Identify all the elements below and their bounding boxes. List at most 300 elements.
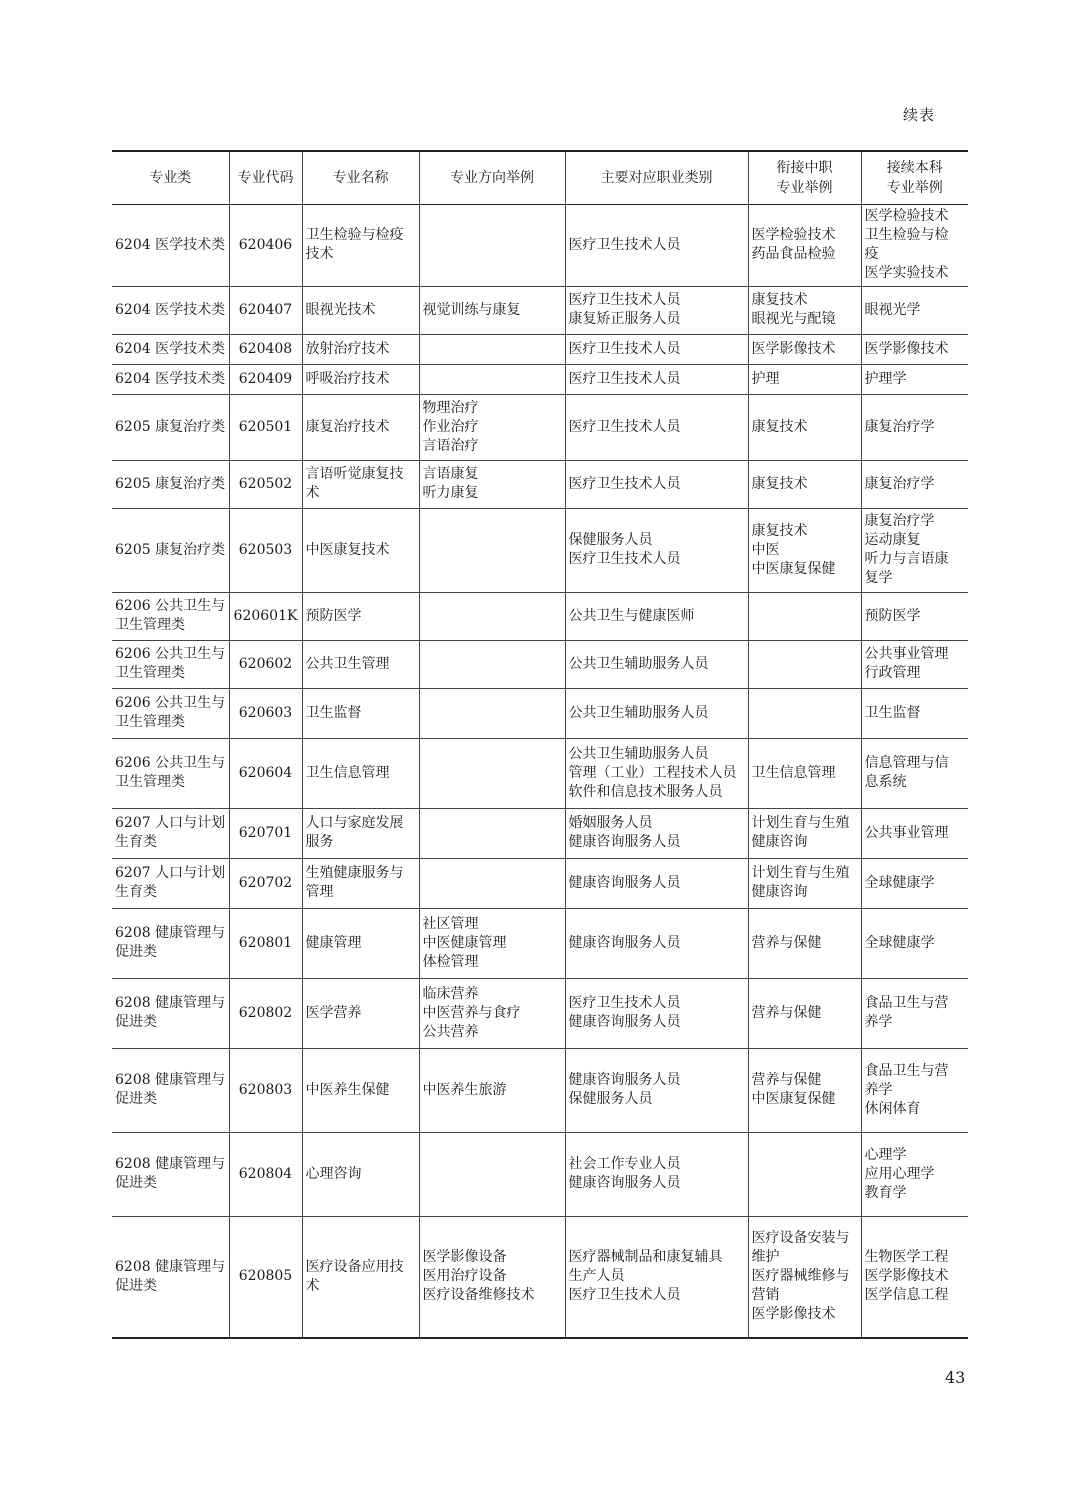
cell-line: 卫生信息管理	[751, 764, 836, 781]
header-line: 专业名称	[332, 169, 389, 186]
cell-line: 医疗卫生技术人员	[568, 370, 681, 387]
cell-line: 康复矫正服务人员	[568, 311, 681, 327]
continued-label: 续表	[903, 106, 936, 124]
cell-line: 卫生监督	[864, 704, 921, 721]
cell-line: 中医康复保健	[751, 560, 836, 577]
cell-line: 促进类	[115, 1175, 157, 1191]
table-row	[112, 364, 968, 394]
name-cell	[302, 592, 419, 640]
secondary-cell	[748, 808, 861, 858]
cell-line: 医学影像设备	[422, 1249, 507, 1266]
undergrad-cell	[861, 1132, 968, 1216]
cell-line: 6208 健康管理与	[115, 1156, 226, 1172]
secondary-cell	[748, 1048, 861, 1132]
occupations-cell	[565, 858, 748, 908]
cell-line: 息系统	[864, 774, 907, 790]
cell-line: 医学营养	[305, 1004, 362, 1021]
category-cell	[112, 908, 229, 978]
code-cell: 620803	[229, 1048, 302, 1132]
table-row	[112, 394, 968, 460]
cell-line: 卫生管理类	[115, 665, 185, 681]
undergrad-cell	[861, 640, 968, 688]
cell-line: 6208 健康管理与	[115, 925, 226, 941]
code-cell: 620503	[229, 508, 302, 592]
cell-line: 6204 医学技术类	[115, 340, 226, 357]
cell-line: 眼视光学	[864, 301, 921, 318]
secondary-cell	[748, 592, 861, 640]
cell-line: 临床营养	[422, 985, 479, 1002]
cell-line: 计划生育与生殖	[751, 865, 850, 881]
cell-line: 运动康复	[864, 532, 921, 548]
directions-cell	[419, 978, 565, 1048]
occupations-cell	[565, 738, 748, 808]
cell-line: 公共卫生辅助服务人员	[568, 704, 709, 721]
cell-line: 康复技术	[751, 292, 808, 308]
undergrad-cell	[861, 592, 968, 640]
cell-line: 6207 人口与计划	[115, 865, 226, 881]
secondary-cell	[748, 204, 861, 286]
cell-line: 中医健康管理	[422, 934, 507, 951]
cell-line: 营养与保健	[751, 1004, 822, 1021]
category-cell	[112, 978, 229, 1048]
table-row	[112, 738, 968, 808]
cell-line: 养学	[864, 1014, 893, 1030]
cell-line: 医学实验技术	[864, 265, 949, 281]
category-cell	[112, 334, 229, 364]
table-row	[112, 592, 968, 640]
cell-line: 促进类	[115, 1091, 157, 1107]
secondary-cell	[748, 858, 861, 908]
directions-cell	[419, 738, 565, 808]
occupations-cell	[565, 640, 748, 688]
cell-line: 医学信息工程	[864, 1287, 949, 1304]
directions-cell	[419, 640, 565, 688]
cell-line: 中医养生旅游	[422, 1081, 507, 1098]
undergrad-cell	[861, 394, 968, 460]
secondary-cell	[748, 688, 861, 738]
cell-line: 管理（工业）工程技术人员	[568, 764, 737, 781]
header-code	[229, 151, 302, 204]
cell-line: 心理咨询	[305, 1165, 362, 1182]
cell-line: 6206 公共卫生与	[115, 695, 226, 711]
cell-line: 卫生管理类	[115, 714, 185, 730]
occupations-cell	[565, 978, 748, 1048]
table-row	[112, 908, 968, 978]
undergrad-cell	[861, 908, 968, 978]
code-cell: 620409	[229, 364, 302, 394]
cell-line: 医疗卫生技术人员	[568, 551, 681, 567]
cell-line: 6205 康复治疗类	[115, 418, 226, 435]
cell-line: 6206 公共卫生与	[115, 598, 226, 614]
category-cell	[112, 738, 229, 808]
cell-line: 中医养生保健	[305, 1081, 390, 1098]
cell-line: 6204 医学技术类	[115, 370, 226, 387]
cell-line: 卫生信息管理	[305, 764, 390, 781]
header-line: 接续本科	[886, 159, 943, 176]
cell-line: 医学影像技术	[864, 1268, 949, 1285]
table-row	[112, 204, 968, 286]
secondary-cell	[748, 738, 861, 808]
occupations-cell	[565, 688, 748, 738]
cell-line: 医学影像技术	[751, 1306, 836, 1323]
cell-line: 言语康复	[422, 466, 479, 482]
cell-line: 医疗卫生技术人员	[568, 475, 681, 492]
directions-cell	[419, 204, 565, 286]
cell-line: 婚姻服务人员	[568, 815, 653, 831]
cell-line: 社会工作专业人员	[568, 1156, 681, 1172]
code-cell: 620408	[229, 334, 302, 364]
cell-line: 医疗器械维修与	[751, 1268, 850, 1285]
category-cell	[112, 592, 229, 640]
occupations-cell	[565, 364, 748, 394]
cell-line: 医学影像技术	[751, 340, 836, 357]
secondary-cell	[748, 640, 861, 688]
page-number: 43	[945, 1368, 966, 1387]
cell-line: 营养与保健	[751, 934, 822, 951]
cell-line: 健康咨询	[751, 884, 808, 900]
cell-line: 卫生检验与检疫	[305, 227, 404, 243]
table-row	[112, 1216, 968, 1338]
cell-line: 复学	[864, 570, 893, 586]
cell-line: 6207 人口与计划	[115, 815, 226, 831]
header-line: 衔接中职	[776, 159, 833, 176]
cell-line: 眼视光技术	[305, 301, 376, 318]
name-cell	[302, 334, 419, 364]
cell-line: 医疗卫生技术人员	[568, 995, 681, 1011]
header-occupations	[565, 151, 748, 204]
cell-line: 营销	[751, 1287, 780, 1304]
cell-line: 6204 医学技术类	[115, 301, 226, 318]
name-cell	[302, 640, 419, 688]
cell-line: 呼吸治疗技术	[305, 370, 390, 387]
cell-line: 言语治疗	[422, 437, 479, 454]
cell-line: 物理治疗	[422, 399, 479, 416]
cell-line: 服务	[305, 834, 334, 850]
cell-line: 应用心理学	[864, 1165, 935, 1182]
cell-line: 健康咨询服务人员	[568, 874, 681, 891]
table-header-row	[112, 151, 968, 204]
cell-line: 医疗设备安装与	[751, 1230, 850, 1247]
cell-line: 健康咨询服务人员	[568, 1175, 681, 1191]
undergrad-cell	[861, 1048, 968, 1132]
cell-line: 6205 康复治疗类	[115, 475, 226, 492]
name-cell	[302, 508, 419, 592]
table-row	[112, 508, 968, 592]
cell-line: 公共卫生与健康医师	[568, 607, 695, 624]
table-row	[112, 334, 968, 364]
cell-line: 康复治疗学	[864, 475, 935, 492]
category-cell	[112, 640, 229, 688]
secondary-cell	[748, 286, 861, 334]
undergrad-cell	[861, 1216, 968, 1338]
name-cell	[302, 1216, 419, 1338]
category-cell	[112, 204, 229, 286]
directions-cell	[419, 1216, 565, 1338]
name-cell	[302, 688, 419, 738]
category-cell	[112, 1048, 229, 1132]
cell-line: 医疗卫生技术人员	[568, 236, 681, 253]
category-cell	[112, 460, 229, 508]
cell-line: 生育类	[115, 884, 157, 900]
cell-line: 技术	[305, 246, 334, 262]
occupations-cell	[565, 394, 748, 460]
code-cell: 620601K	[229, 592, 302, 640]
cell-line: 卫生管理类	[115, 774, 185, 790]
header-undergrad	[861, 151, 968, 204]
directions-cell	[419, 286, 565, 334]
cell-line: 健康咨询服务人员	[568, 934, 681, 951]
table-row	[112, 286, 968, 334]
category-cell	[112, 364, 229, 394]
cell-line: 社区管理	[422, 915, 479, 932]
occupations-cell	[565, 286, 748, 334]
cell-line: 公共卫生辅助服务人员	[568, 745, 709, 762]
table-row	[112, 640, 968, 688]
undergrad-cell	[861, 334, 968, 364]
header-line: 专业方向举例	[450, 169, 534, 186]
code-cell: 620501	[229, 394, 302, 460]
code-cell: 620406	[229, 204, 302, 286]
name-cell	[302, 978, 419, 1048]
category-cell	[112, 688, 229, 738]
cell-line: 医学检验技术	[751, 227, 836, 243]
header-category	[112, 151, 229, 204]
name-cell	[302, 1048, 419, 1132]
cell-line: 放射治疗技术	[305, 340, 390, 357]
directions-cell	[419, 908, 565, 978]
cell-line: 养学	[864, 1081, 893, 1098]
code-cell: 620805	[229, 1216, 302, 1338]
cell-line: 康复技术	[751, 418, 808, 435]
cell-line: 人口与家庭发展	[305, 815, 404, 831]
cell-line: 促进类	[115, 1277, 157, 1294]
occupations-cell	[565, 204, 748, 286]
header-line: 专业举例	[886, 179, 943, 196]
code-cell: 620801	[229, 908, 302, 978]
table-row	[112, 858, 968, 908]
cell-line: 健康咨询服务人员	[568, 1014, 681, 1030]
secondary-cell	[748, 508, 861, 592]
header-line: 专业类	[149, 169, 192, 186]
directions-cell	[419, 394, 565, 460]
table-row	[112, 460, 968, 508]
code-cell: 620702	[229, 858, 302, 908]
cell-line: 中医康复保健	[751, 1091, 836, 1107]
cell-line: 医学影像技术	[864, 340, 949, 357]
name-cell	[302, 460, 419, 508]
name-cell	[302, 858, 419, 908]
occupations-cell	[565, 1132, 748, 1216]
secondary-cell	[748, 364, 861, 394]
cell-line: 生育类	[115, 834, 157, 850]
undergrad-cell	[861, 978, 968, 1048]
occupations-cell	[565, 460, 748, 508]
occupations-cell	[565, 508, 748, 592]
undergrad-cell	[861, 738, 968, 808]
cell-line: 食品卫生与营	[864, 1062, 949, 1079]
header-line: 专业代码	[237, 169, 294, 186]
directions-cell	[419, 334, 565, 364]
cell-line: 术	[305, 485, 320, 501]
cell-line: 保健服务人员	[568, 532, 653, 548]
name-cell	[302, 394, 419, 460]
table-row	[112, 978, 968, 1048]
directions-cell	[419, 1048, 565, 1132]
secondary-cell	[748, 908, 861, 978]
cell-line: 全球健康学	[864, 874, 935, 891]
cell-line: 保健服务人员	[568, 1091, 653, 1107]
cell-line: 6206 公共卫生与	[115, 646, 226, 662]
header-line: 主要对应职业类别	[600, 169, 713, 186]
cell-line: 生产人员	[568, 1268, 625, 1285]
category-cell	[112, 1132, 229, 1216]
cell-line: 6206 公共卫生与	[115, 755, 226, 771]
category-cell	[112, 1216, 229, 1338]
cell-line: 心理学	[864, 1146, 907, 1163]
name-cell	[302, 808, 419, 858]
directions-cell	[419, 508, 565, 592]
cell-line: 视觉训练与康复	[422, 301, 521, 318]
secondary-cell	[748, 1132, 861, 1216]
cell-line: 健康咨询服务人员	[568, 834, 681, 850]
cell-line: 营养与保健	[751, 1072, 822, 1088]
cell-line: 康复技术	[751, 475, 808, 492]
directions-cell	[419, 592, 565, 640]
cell-line: 术	[305, 1277, 320, 1294]
cell-line: 促进类	[115, 944, 157, 960]
cell-line: 教育学	[864, 1184, 907, 1201]
undergrad-cell	[861, 508, 968, 592]
code-cell: 620603	[229, 688, 302, 738]
code-cell: 620802	[229, 978, 302, 1048]
directions-cell	[419, 1132, 565, 1216]
cell-line: 公共事业管理	[864, 646, 949, 662]
cell-line: 公共营养	[422, 1023, 479, 1040]
cell-line: 公共卫生辅助服务人员	[568, 655, 709, 672]
specialty-table	[112, 150, 968, 1339]
cell-line: 管理	[305, 884, 334, 900]
cell-line: 医疗卫生技术人员	[568, 1287, 681, 1304]
cell-line: 卫生监督	[305, 704, 362, 721]
name-cell	[302, 364, 419, 394]
category-cell	[112, 286, 229, 334]
cell-line: 听力与言语康	[864, 551, 949, 567]
undergrad-cell	[861, 858, 968, 908]
cell-line: 6204 医学技术类	[115, 236, 226, 253]
cell-line: 行政管理	[864, 665, 921, 681]
occupations-cell	[565, 334, 748, 364]
occupations-cell	[565, 1216, 748, 1338]
name-cell	[302, 738, 419, 808]
cell-line: 药品食品检验	[751, 246, 836, 262]
code-cell: 620604	[229, 738, 302, 808]
table-row	[112, 1132, 968, 1216]
name-cell	[302, 1132, 419, 1216]
cell-line: 6208 健康管理与	[115, 1258, 226, 1275]
cell-line: 6205 康复治疗类	[115, 541, 226, 558]
cell-line: 预防医学	[864, 607, 921, 624]
cell-line: 健康咨询服务人员	[568, 1072, 681, 1088]
cell-line: 中医	[751, 541, 780, 558]
directions-cell	[419, 460, 565, 508]
occupations-cell	[565, 908, 748, 978]
directions-cell	[419, 688, 565, 738]
cell-line: 6208 健康管理与	[115, 1072, 226, 1088]
cell-line: 医疗卫生技术人员	[568, 340, 681, 357]
code-cell: 620407	[229, 286, 302, 334]
secondary-cell	[748, 978, 861, 1048]
cell-line: 医疗器械制品和康复辅具	[568, 1249, 723, 1266]
cell-line: 公共卫生管理	[305, 655, 390, 672]
code-cell: 620804	[229, 1132, 302, 1216]
cell-line: 促进类	[115, 1014, 157, 1030]
cell-line: 全球健康学	[864, 934, 935, 951]
occupations-cell	[565, 592, 748, 640]
cell-line: 眼视光与配镜	[751, 311, 836, 327]
code-cell: 620701	[229, 808, 302, 858]
header-name	[302, 151, 419, 204]
cell-line: 休闲体育	[864, 1100, 921, 1117]
table-row	[112, 1048, 968, 1132]
cell-line: 生物医学工程	[864, 1249, 949, 1266]
cell-line: 康复治疗学	[864, 418, 935, 435]
header-line: 专业举例	[776, 179, 833, 196]
undergrad-cell	[861, 688, 968, 738]
cell-line: 康复治疗学	[864, 513, 935, 529]
undergrad-cell	[861, 808, 968, 858]
cell-line: 卫生管理类	[115, 617, 185, 633]
cell-line: 作业治疗	[422, 418, 479, 435]
cell-line: 医疗设备应用技	[305, 1258, 404, 1275]
cell-line: 信息管理与信	[864, 755, 949, 771]
undergrad-cell	[861, 364, 968, 394]
occupations-cell	[565, 808, 748, 858]
table-row	[112, 808, 968, 858]
table-row	[112, 688, 968, 738]
directions-cell	[419, 808, 565, 858]
cell-line: 计划生育与生殖	[751, 815, 850, 831]
name-cell	[302, 908, 419, 978]
code-cell: 620602	[229, 640, 302, 688]
cell-line: 康复技术	[751, 522, 808, 539]
cell-line: 医学检验技术	[864, 208, 949, 224]
undergrad-cell	[861, 286, 968, 334]
secondary-cell	[748, 394, 861, 460]
cell-line: 预防医学	[305, 607, 362, 624]
cell-line: 食品卫生与营	[864, 995, 949, 1011]
header-directions	[419, 151, 565, 204]
cell-line: 生殖健康服务与	[305, 865, 404, 881]
secondary-cell	[748, 460, 861, 508]
cell-line: 健康管理	[305, 934, 362, 951]
cell-line: 听力康复	[422, 485, 479, 501]
secondary-cell	[748, 1216, 861, 1338]
cell-line: 健康咨询	[751, 834, 808, 850]
cell-line: 医疗卫生技术人员	[568, 418, 681, 435]
cell-line: 医疗卫生技术人员	[568, 292, 681, 308]
cell-line: 卫生检验与检	[864, 227, 949, 243]
directions-cell	[419, 858, 565, 908]
occupations-cell	[565, 1048, 748, 1132]
cell-line: 康复治疗技术	[305, 418, 390, 435]
name-cell	[302, 204, 419, 286]
category-cell	[112, 858, 229, 908]
name-cell	[302, 286, 419, 334]
category-cell	[112, 394, 229, 460]
code-cell: 620502	[229, 460, 302, 508]
cell-line: 医疗设备维修技术	[422, 1287, 535, 1304]
cell-line: 医用治疗设备	[422, 1268, 507, 1285]
